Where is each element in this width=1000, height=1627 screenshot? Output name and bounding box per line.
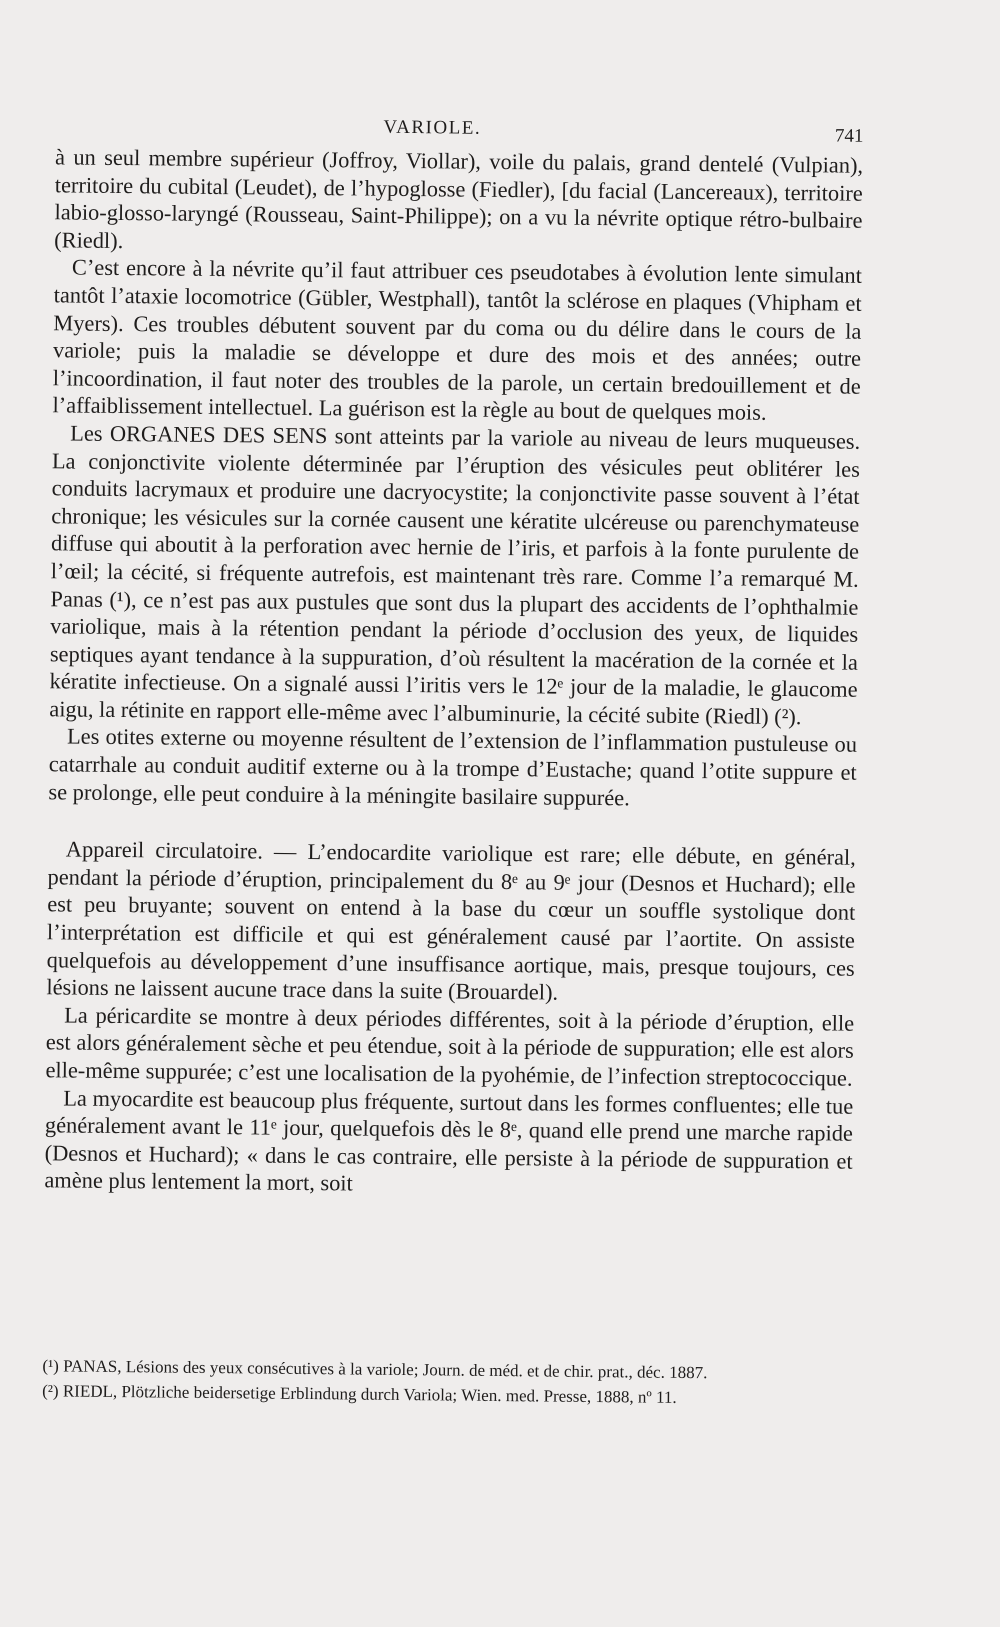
footnotes [42,1355,850,1413]
page-number: 741 [834,125,864,147]
paragraph: à un seul membre supérieur (Joffroy, Viollar), voile du palais, grand dentelé (Vulpian), territoire du cubital (Leudet), de l’hypoglosse (Fiedler), [du facial (Lancereaux), territoire labio-glosso-laryngé (Rousseau, Saint-Philippe); on a vu la névrite optique rétro-bulbaire (Riedl). [54,144,864,253]
paragraph: C’est encore à la névrite qu’il faut attribuer ces pseudotabes à évolution lente simulant tantôt l’ataxie locomotrice (Gübler, Westphall), tantôt la sclérose en plaques (Vhipham et Myers). Ces troubles débutent souvent par du coma ou du délire dans le cours de la variole; puis la maladie se développe et dure des mois et des années; outre l’incoordination, il faut noter des troubles de la parole, un certain bredouillement et de l’affaiblissement intellectuel. La guérison est la règle au bout de quelques mois. [52,254,863,426]
running-title: VARIOLE. [383,116,482,139]
body-text [44,143,863,1202]
section-paragraph-appareil-circulatoire: Appareil circulatoire. — L’endocardite variolique est rare; elle débute, en général, pendant la période d’éruption, principalement du 8ᵉ au 9ᵉ jour (Desnos et Huchard); elle est peu bruyante; souvent on entend à la base du cœur un souffle systolique dont l’interprétation est difficile et qui est généralement causé par l’aortite. On assiste quelquefois au développement d’une insuffisance aortique, mais, presque toujours, ces lésions ne laissent aucune trace dans la suite (Brouardel). [46,836,856,1005]
footnote: (²) RIEDL, Plötzliche beidersetige Erblindung durch Variola; Wien. med. Presse, 1888, nº 11. [42,1381,677,1407]
paragraph: La myocardite est beaucoup plus fréquente, surtout dans les formes confluentes; elle tue généralement avant le 11ᵉ jour, quelquefois dès le 8ᵉ, quand elle prend une marche rapide (Desnos et Huchard); « dans le cas contraire, elle persiste à la période de suppuration et amène plus lentement la mort, soit [44,1085,854,1196]
paragraph: La péricardite se montre à deux périodes différentes, soit à la période d’éruption, elle est alors généralement sèche et peu étendue, soit à la période de suppuration; elle est alors elle-même suppurée; c’est une localisation de la pyohémie, de l’infection streptococcique. [45,1002,855,1091]
footnote: (¹) PANAS, Lésions des yeux consécutives à la variole; Journ. de méd. et de chir. prat., déc. 1887. [42,1356,708,1383]
paragraph: Les ORGANES DES SENS sont atteints par la variole au niveau de leurs muqueuses. La conjonctivite violente déterminée par l’éruption des vésicules peut oblitérer les conduits lacrymaux et produire une dacryocystite; la conjonctivite passe souvent à l’état chronique; les vésicules sur la cornée causent une kératite ulcéreuse ou parenchymateuse diffuse qui aboutit à la perforation avec hernie de l’iris, et parfois à la fonte purulente de l’œil; la cécité, si fréquente autrefois, est maintenant très rare. Comme l’a remarqué M. Panas (¹), ce n’est pas aux pustules que sont dus la plupart des accidents de l’ophthalmie variolique, mais à la rétention pendant la période d’occlusion des yeux, de liquides septiques ayant tendance à la suppuration, d’où résultent la macération de la cornée et la kératite infectieuse. On a signalé aussi l’iritis vers le 12ᵉ jour de la maladie, le glaucome aigu, la rétinite en rapport elle-même avec l’albuminurie, la cécité subite (Riedl) (²). [49,420,861,730]
paragraph: Les otites externe ou moyenne résultent de l’extension de l’inflammation pustuleuse ou catarrhale au conduit auditif externe ou à la trompe d’Eustache; quand l’otite suppure et se prolonge, elle peut conduire à la méningite basilaire suppurée. [48,723,858,811]
